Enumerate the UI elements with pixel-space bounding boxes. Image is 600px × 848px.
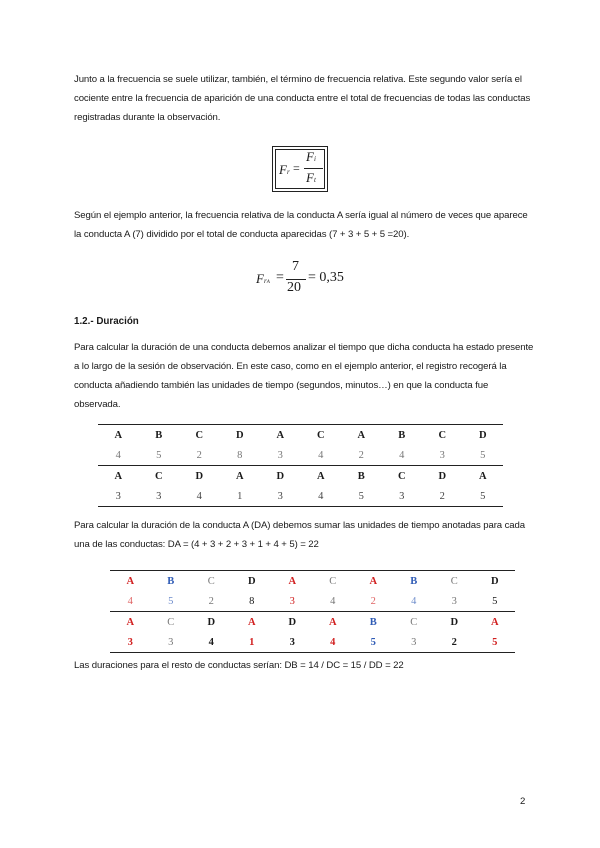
formula-lhs (279, 162, 290, 178)
table-cell: A (98, 425, 139, 446)
table-cell: 4 (179, 486, 220, 507)
formula-lhs-sub: r (286, 168, 290, 176)
table-cell: B (151, 571, 192, 592)
table-cell: 3 (422, 445, 463, 466)
formula-denominator (306, 170, 316, 186)
table-cell: B (382, 425, 423, 446)
table-cell: 4 (98, 445, 139, 466)
table-cell: 2 (353, 591, 394, 612)
table-cell: 5 (341, 486, 382, 507)
table-cell: 5 (139, 445, 180, 466)
table-cell: A (260, 425, 301, 446)
paragraph-duration-intro: Para calcular la duración de una conducta debemos analizar el tiempo que dicha conducta ha estado presente a lo largo de la sesión de observación. En este caso, como en el ejemplo anterior, el registro recogerá la conducta añadiendo también las unidades de tiempo (segundos, minutos…) en que la conducta fue observada. (74, 342, 534, 410)
observation-table-highlighted (110, 570, 515, 653)
section-heading-duracion: 1.2.- Duración (74, 316, 139, 327)
table-cell: B (139, 425, 180, 446)
table-cell: C (397, 470, 406, 482)
table1-times-row-2 (98, 486, 503, 507)
observation-table-plain (98, 424, 503, 507)
table-cell: A (235, 470, 244, 482)
table-cell: B (369, 616, 377, 628)
formula-numerator (306, 149, 316, 165)
table-cell: 3 (272, 632, 313, 653)
table-cell: 4 (301, 445, 342, 466)
table1-times-row-1 (98, 445, 503, 466)
table-cell: C (167, 616, 175, 628)
table-cell: A (353, 571, 394, 592)
table-cell: 5 (353, 632, 394, 653)
table-cell: A (316, 470, 325, 482)
table-cell: 8 (232, 591, 273, 612)
table-cell: 3 (110, 632, 151, 653)
table-cell: B (394, 571, 435, 592)
table-cell: 3 (98, 486, 139, 507)
table2-times-row-1 (110, 591, 515, 612)
table-cell: C (410, 616, 418, 628)
table1-letters-row-1 (98, 425, 503, 446)
table-cell: A (114, 470, 123, 482)
formula-equals: = (293, 161, 300, 175)
table-cell: 8 (220, 445, 261, 466)
table-cell: A (247, 616, 256, 628)
table-cell: 4 (110, 591, 151, 612)
table-cell: A (126, 616, 135, 628)
paragraph-relative-frequency: Junto a la frecuencia se suele utilizar, también, el término de frecuencia relativa. Este segundo valor sería el cociente entre la frecuencia de aparición de una conducta entre el total de frecuencias de todas las conductas registradas durante la observación. (74, 74, 531, 123)
example-denominator: 20 (287, 280, 301, 295)
table-cell: 1 (232, 632, 273, 653)
table-cell: 3 (260, 486, 301, 507)
table-cell: 4 (382, 445, 423, 466)
table-cell: 3 (382, 486, 423, 507)
page-number: 2 (520, 796, 526, 807)
table-cell: A (110, 571, 151, 592)
table-cell: D (276, 470, 285, 482)
table-cell: 3 (434, 591, 475, 612)
table-cell: C (301, 425, 342, 446)
paragraph-duration-a: Para calcular la duración de la conducta A (DA) debemos sumar las unidades de tiempo anotadas para cada una de las conductas: DA = (4 + 3 + 2 + 3 + 1 + 4 + 5) = 22 (74, 520, 526, 550)
table-cell: C (434, 571, 475, 592)
table-cell: C (191, 571, 232, 592)
table-cell: 2 (341, 445, 382, 466)
table-cell: 4 (313, 591, 354, 612)
table-cell: 2 (179, 445, 220, 466)
table-cell: 1 (220, 486, 261, 507)
table-cell: 3 (151, 632, 192, 653)
paragraph-example-relative: Según el ejemplo anterior, la frecuencia relativa de la conducta A sería igual al número de veces que aparece la conducta A (7) dividido por el total de conducta aparecidas (7 + 3 + 5 + 5 =20). (74, 210, 528, 240)
table-cell: 3 (139, 486, 180, 507)
table-cell: D (232, 571, 273, 592)
table-cell: 2 (434, 632, 475, 653)
formula-numerator-sub: i (313, 155, 316, 163)
table2-times-row-2 (110, 632, 515, 653)
table-cell: 4 (313, 632, 354, 653)
table-cell: D (207, 616, 216, 628)
table-cell: 4 (301, 486, 342, 507)
example-formula (256, 259, 366, 302)
formula-fraction-bar (304, 168, 323, 169)
table-cell: D (288, 616, 297, 628)
table-cell: D (450, 616, 459, 628)
formula-denominator-sub: t (313, 176, 316, 184)
formula-numerator-var: F (306, 149, 314, 164)
table-cell: D (195, 470, 204, 482)
table-cell: D (475, 571, 516, 592)
table-cell: 4 (191, 632, 232, 653)
table-cell: C (422, 425, 463, 446)
example-result: = 0,35 (308, 270, 344, 285)
example-numerator: 7 (292, 259, 299, 274)
table-cell: D (220, 425, 261, 446)
table-cell: 2 (191, 591, 232, 612)
table2-letters-row-2 (110, 612, 515, 633)
example-lhs (256, 271, 270, 287)
table-cell: 3 (394, 632, 435, 653)
formula-lhs-var: F (279, 162, 287, 177)
table-cell: A (478, 470, 487, 482)
table-cell: 3 (272, 591, 313, 612)
table-cell: A (341, 425, 382, 446)
table-cell: D (463, 425, 504, 446)
table-cell: C (179, 425, 220, 446)
example-lhs-sub: r (263, 277, 267, 285)
table-cell: 5 (475, 591, 516, 612)
table2-letters-row-1 (110, 571, 515, 592)
table-cell: 5 (151, 591, 192, 612)
table-cell: 2 (422, 486, 463, 507)
example-equals: = (276, 270, 284, 285)
table-cell: 5 (463, 445, 504, 466)
table-cell: A (272, 571, 313, 592)
formula-denominator-var: F (306, 170, 314, 185)
relative-frequency-formula (272, 146, 328, 192)
example-lhs-var: F (256, 271, 264, 286)
table-cell: B (357, 470, 365, 482)
table-cell: 3 (260, 445, 301, 466)
table-cell: A (490, 616, 499, 628)
table-cell: A (328, 616, 337, 628)
table-cell: 4 (394, 591, 435, 612)
table1-letters-row-2 (98, 466, 503, 487)
table-cell: 5 (463, 486, 504, 507)
table-cell: C (313, 571, 354, 592)
table-cell: D (438, 470, 447, 482)
paragraph-other-durations: Las duraciones para el resto de conductas serían: DB = 14 / DC = 15 / DD = 22 (74, 660, 404, 671)
table-cell: 5 (475, 632, 516, 653)
table-cell: C (154, 470, 163, 482)
example-lhs-sub2: A (266, 280, 270, 285)
